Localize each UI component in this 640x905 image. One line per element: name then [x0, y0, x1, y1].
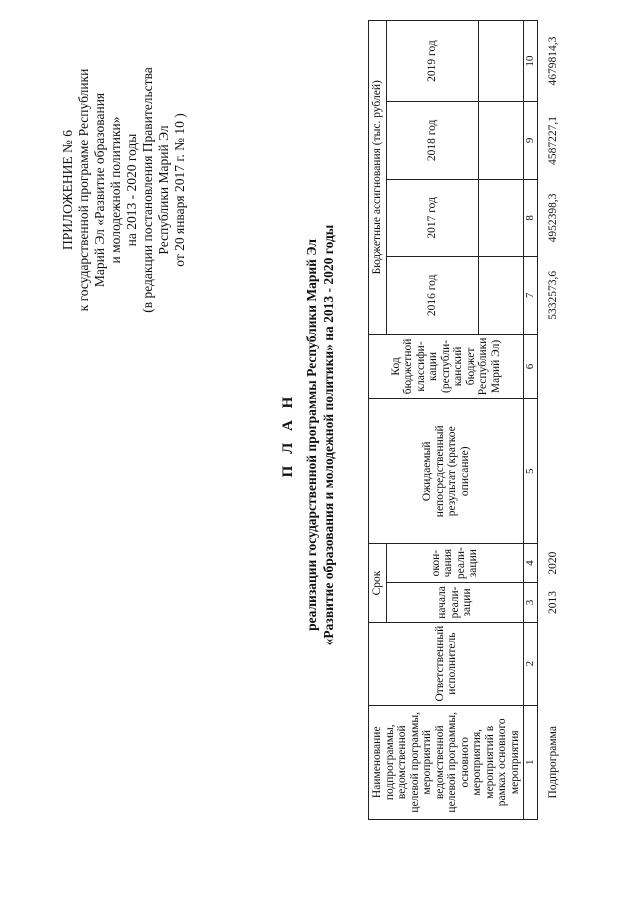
- appendix-line: к государственной программе Республики: [76, 68, 91, 312]
- header-year-2016: 2016 год: [386, 257, 479, 334]
- header-spacer: [479, 179, 524, 256]
- header-spacer: [479, 257, 524, 334]
- row-value-2016: 5332573,6: [546, 270, 559, 320]
- title-line-1: реализации государственной программы Республики Марий Эл: [304, 239, 319, 631]
- header-spacer: [479, 21, 524, 102]
- column-number: 4: [524, 544, 538, 583]
- header-term-start: начала реали-зации: [386, 583, 524, 623]
- row-end: 2020: [546, 551, 559, 575]
- row-code: [538, 334, 569, 399]
- column-number: 10: [524, 21, 538, 102]
- table-row: [538, 21, 569, 820]
- row-result: [538, 399, 569, 544]
- document-title: [280, 85, 337, 785]
- header-executor: Ответственный исполнитель: [369, 622, 524, 705]
- column-number: 5: [524, 399, 538, 544]
- column-number: 1: [524, 705, 538, 819]
- column-number: 9: [524, 102, 538, 179]
- title-line-2: «Развитие образования и молодежной политики» на 2013 - 2020 годы: [321, 224, 336, 646]
- appendix-line: Марий Эл «Развитие образования: [92, 92, 107, 288]
- appendix-line: ПРИЛОЖЕНИЕ № 6: [60, 129, 75, 251]
- appendix-line: и молодежной политики»: [108, 116, 123, 264]
- header-result: Ожидаемый непосредственный результат (краткое описание): [369, 399, 524, 544]
- row-executor: [538, 622, 569, 705]
- appendix-line: (в редакции постановления Правительства: [140, 67, 155, 313]
- header-year-2018: 2018 год: [386, 102, 479, 179]
- header-name: Наименование подпрограммы, ведомственной целевой программы, мероприятий ведомственной целевой программы, основного мероприятия, мероприятий в рамках основного мероприятия: [369, 705, 524, 819]
- column-number: 3: [524, 583, 538, 623]
- title-word: П Л А Н: [280, 392, 296, 478]
- header-code: Код бюджетной классифи-кации (республи-канский бюджет Республики Марий Эл): [369, 334, 524, 399]
- header-term-end: окон-чания реали-зации: [386, 544, 524, 583]
- header-spacer: [479, 102, 524, 179]
- header-term: Срок: [369, 544, 387, 623]
- column-number: 2: [524, 622, 538, 705]
- column-number: 8: [524, 179, 538, 256]
- row-value-2017: 4952398,3: [546, 193, 559, 243]
- plan-table: [368, 20, 568, 820]
- row-value-2018: 4587227,1: [546, 115, 559, 165]
- appendix-block: [60, 20, 188, 360]
- header-budget: Бюджетные ассигнования (тыс. рублей): [369, 21, 387, 335]
- row-value-2019: 4679814,3: [546, 36, 559, 86]
- row-start: 2013: [546, 590, 559, 614]
- header-year-2019: 2019 год: [386, 21, 479, 102]
- appendix-line: Республики Марий Эл: [156, 125, 171, 255]
- column-number: 6: [524, 334, 538, 399]
- header-year-2017: 2017 год: [386, 179, 479, 256]
- row-name: Подпрограмма: [546, 726, 559, 799]
- appendix-line: на 2013 - 2020 годы: [124, 133, 139, 247]
- column-number: 7: [524, 257, 538, 334]
- appendix-line: от 20 января 2017 г. № 10 ): [172, 113, 187, 267]
